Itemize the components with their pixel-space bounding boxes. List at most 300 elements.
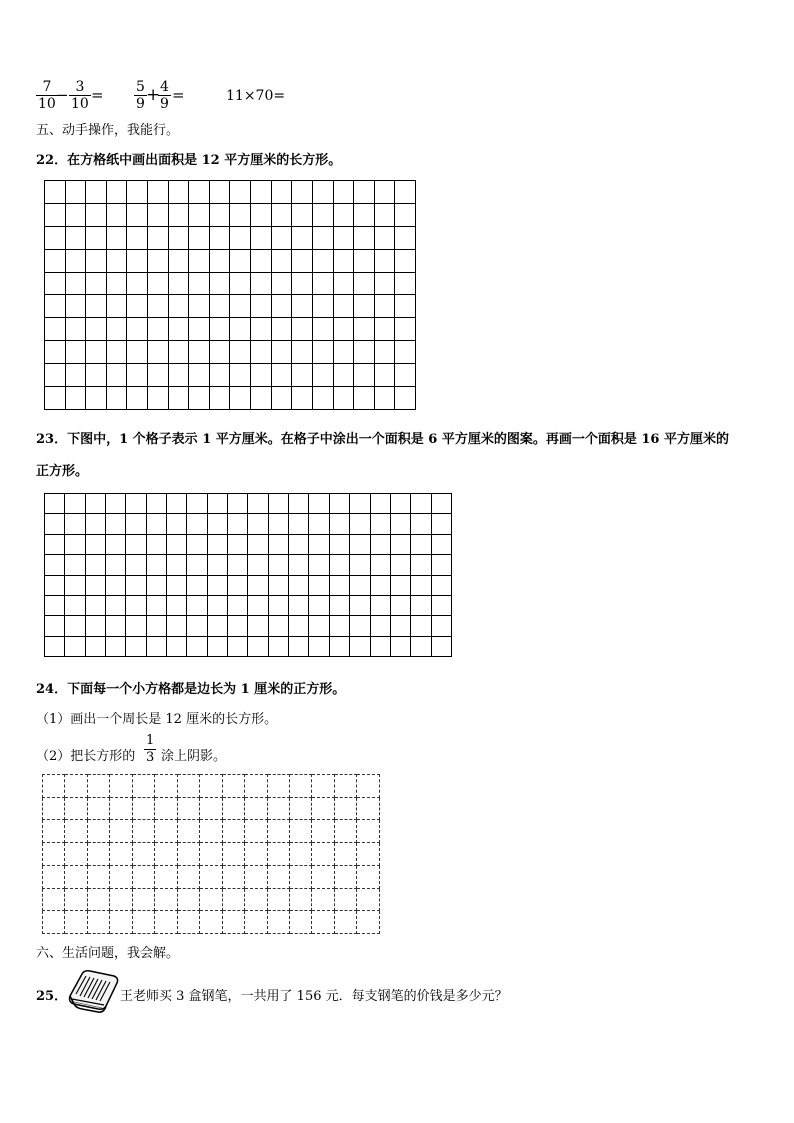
grid-cell[interactable] — [312, 387, 333, 410]
grid-cell[interactable] — [292, 249, 313, 272]
grid-cell[interactable] — [189, 387, 210, 410]
grid-cell[interactable] — [248, 555, 268, 575]
grid-cell[interactable] — [309, 555, 329, 575]
grid-cell[interactable] — [86, 295, 107, 318]
grid-cell[interactable] — [374, 387, 395, 410]
grid-cell[interactable] — [271, 387, 292, 410]
grid-cell[interactable] — [312, 775, 334, 798]
grid-cell[interactable] — [106, 387, 127, 410]
grid-cell[interactable] — [333, 181, 354, 204]
grid-cell[interactable] — [312, 249, 333, 272]
grid-cell[interactable] — [251, 387, 272, 410]
grid-cell[interactable] — [187, 595, 207, 615]
grid-cell[interactable] — [228, 595, 248, 615]
grid-cell[interactable] — [110, 911, 132, 934]
grid-cell[interactable] — [200, 775, 222, 798]
grid-cell[interactable] — [132, 843, 154, 866]
grid-cell[interactable] — [431, 616, 451, 636]
grid-cell[interactable] — [146, 534, 166, 554]
grid-cell[interactable] — [312, 364, 333, 387]
grid-cell[interactable] — [230, 318, 251, 341]
grid-cell[interactable] — [374, 318, 395, 341]
grid-cell[interactable] — [267, 820, 289, 843]
grid-cell[interactable] — [350, 494, 370, 514]
grid-cell[interactable] — [289, 775, 311, 798]
grid-cell[interactable] — [110, 888, 132, 911]
grid-cell[interactable] — [86, 272, 107, 295]
grid-cell[interactable] — [374, 203, 395, 226]
grid-cell[interactable] — [334, 797, 356, 820]
grid-cell[interactable] — [350, 636, 370, 656]
grid-cell[interactable] — [222, 797, 244, 820]
grid-cell[interactable] — [177, 775, 199, 798]
grid-cell[interactable] — [251, 364, 272, 387]
grid-cell[interactable] — [126, 514, 146, 534]
grid-cell[interactable] — [411, 494, 431, 514]
grid-cell[interactable] — [354, 341, 375, 364]
grid-cell[interactable] — [354, 249, 375, 272]
grid-cell[interactable] — [45, 203, 66, 226]
grid-cell[interactable] — [370, 514, 390, 534]
grid-cell[interactable] — [222, 843, 244, 866]
grid-cell[interactable] — [312, 318, 333, 341]
grid-cell[interactable] — [431, 575, 451, 595]
grid-cell[interactable] — [85, 616, 105, 636]
grid-cell[interactable] — [395, 226, 416, 249]
grid-cell[interactable] — [45, 249, 66, 272]
grid-cell[interactable] — [200, 820, 222, 843]
grid-cell[interactable] — [132, 820, 154, 843]
grid-cell[interactable] — [132, 797, 154, 820]
grid-cell[interactable] — [177, 911, 199, 934]
grid-cell[interactable] — [45, 226, 66, 249]
grid-cell[interactable] — [267, 888, 289, 911]
grid-cell[interactable] — [230, 272, 251, 295]
grid-cell[interactable] — [209, 249, 230, 272]
grid-cell[interactable] — [370, 494, 390, 514]
grid-cell[interactable] — [87, 775, 109, 798]
grid-cell[interactable] — [222, 820, 244, 843]
grid-cell[interactable] — [292, 295, 313, 318]
grid-cell[interactable] — [110, 820, 132, 843]
grid-cell[interactable] — [106, 555, 126, 575]
grid-cell[interactable] — [146, 595, 166, 615]
grid-cell[interactable] — [86, 226, 107, 249]
grid-cell[interactable] — [43, 865, 65, 888]
grid-cell[interactable] — [146, 555, 166, 575]
grid-cell[interactable] — [312, 295, 333, 318]
grid-cell[interactable] — [271, 318, 292, 341]
grid-cell[interactable] — [189, 318, 210, 341]
grid-cell[interactable] — [230, 181, 251, 204]
grid-cell[interactable] — [370, 636, 390, 656]
grid-cell[interactable] — [309, 575, 329, 595]
grid-cell[interactable] — [177, 797, 199, 820]
grid-cell[interactable] — [357, 865, 380, 888]
grid-cell[interactable] — [370, 616, 390, 636]
grid-cell[interactable] — [207, 636, 227, 656]
grid-cell[interactable] — [155, 820, 177, 843]
grid-cell[interactable] — [167, 636, 187, 656]
grid-cell[interactable] — [43, 843, 65, 866]
grid-cell[interactable] — [354, 387, 375, 410]
grid-cell[interactable] — [289, 534, 309, 554]
grid-cell[interactable] — [411, 514, 431, 534]
grid-cell[interactable] — [354, 181, 375, 204]
grid-cell[interactable] — [65, 387, 86, 410]
grid-cell[interactable] — [268, 494, 288, 514]
grid-cell[interactable] — [222, 888, 244, 911]
grid-cell[interactable] — [189, 203, 210, 226]
grid-cell[interactable] — [65, 494, 85, 514]
grid-cell[interactable] — [168, 249, 189, 272]
grid-cell[interactable] — [127, 295, 148, 318]
grid-cell[interactable] — [354, 226, 375, 249]
grid-cell[interactable] — [189, 249, 210, 272]
grid-cell[interactable] — [271, 181, 292, 204]
grid-cell[interactable] — [127, 249, 148, 272]
grid-cell[interactable] — [207, 514, 227, 534]
grid-cell[interactable] — [374, 272, 395, 295]
grid-cell[interactable] — [390, 575, 410, 595]
grid-cell[interactable] — [168, 364, 189, 387]
grid-cell[interactable] — [228, 575, 248, 595]
grid-cell[interactable] — [312, 226, 333, 249]
grid-cell[interactable] — [245, 843, 267, 866]
grid-cell[interactable] — [106, 494, 126, 514]
grid-cell[interactable] — [245, 820, 267, 843]
grid-cell[interactable] — [209, 203, 230, 226]
grid-cell[interactable] — [354, 318, 375, 341]
grid-cell[interactable] — [65, 555, 85, 575]
grid-cell[interactable] — [329, 494, 349, 514]
grid-cell[interactable] — [431, 595, 451, 615]
grid-cell[interactable] — [209, 181, 230, 204]
grid-cell[interactable] — [354, 364, 375, 387]
grid-cell[interactable] — [268, 534, 288, 554]
grid-cell[interactable] — [268, 514, 288, 534]
grid-cell[interactable] — [132, 775, 154, 798]
grid-cell[interactable] — [251, 226, 272, 249]
grid-cell[interactable] — [374, 364, 395, 387]
grid-cell[interactable] — [333, 387, 354, 410]
grid-cell[interactable] — [209, 364, 230, 387]
grid-cell[interactable] — [148, 272, 169, 295]
grid-cell[interactable] — [268, 595, 288, 615]
grid-cell[interactable] — [329, 555, 349, 575]
grid-question-24[interactable] — [42, 774, 380, 934]
grid-cell[interactable] — [268, 616, 288, 636]
grid-cell[interactable] — [168, 272, 189, 295]
grid-cell[interactable] — [411, 534, 431, 554]
grid-cell[interactable] — [65, 775, 87, 798]
grid-cell[interactable] — [411, 616, 431, 636]
grid-cell[interactable] — [292, 364, 313, 387]
grid-cell[interactable] — [312, 797, 334, 820]
grid-cell[interactable] — [292, 226, 313, 249]
grid-cell[interactable] — [65, 843, 87, 866]
grid-cell[interactable] — [411, 575, 431, 595]
grid-cell[interactable] — [431, 494, 451, 514]
grid-cell[interactable] — [106, 616, 126, 636]
grid-cell[interactable] — [312, 888, 334, 911]
grid-cell[interactable] — [187, 514, 207, 534]
grid-cell[interactable] — [45, 387, 66, 410]
grid-cell[interactable] — [45, 364, 66, 387]
grid-cell[interactable] — [155, 775, 177, 798]
grid-cell[interactable] — [200, 843, 222, 866]
grid-cell[interactable] — [292, 272, 313, 295]
grid-cell[interactable] — [87, 865, 109, 888]
grid-cell[interactable] — [350, 514, 370, 534]
grid-cell[interactable] — [43, 888, 65, 911]
grid-cell[interactable] — [268, 636, 288, 656]
grid-cell[interactable] — [271, 295, 292, 318]
grid-cell[interactable] — [251, 203, 272, 226]
grid-cell[interactable] — [207, 575, 227, 595]
grid-cell[interactable] — [106, 341, 127, 364]
grid-cell[interactable] — [390, 514, 410, 534]
grid-cell[interactable] — [248, 575, 268, 595]
grid-cell[interactable] — [65, 820, 87, 843]
grid-cell[interactable] — [289, 595, 309, 615]
grid-question-23[interactable] — [44, 493, 452, 657]
grid-cell[interactable] — [85, 514, 105, 534]
grid-cell[interactable] — [177, 865, 199, 888]
grid-cell[interactable] — [248, 534, 268, 554]
grid-cell[interactable] — [271, 364, 292, 387]
grid-cell[interactable] — [209, 387, 230, 410]
grid-cell[interactable] — [148, 295, 169, 318]
grid-cell[interactable] — [333, 226, 354, 249]
grid-cell[interactable] — [312, 203, 333, 226]
grid-cell[interactable] — [65, 514, 85, 534]
grid-cell[interactable] — [370, 555, 390, 575]
grid-cell[interactable] — [245, 888, 267, 911]
grid-cell[interactable] — [390, 534, 410, 554]
grid-cell[interactable] — [251, 318, 272, 341]
grid-cell[interactable] — [187, 636, 207, 656]
grid-cell[interactable] — [65, 272, 86, 295]
grid-cell[interactable] — [146, 575, 166, 595]
grid-cell[interactable] — [85, 534, 105, 554]
grid-cell[interactable] — [86, 181, 107, 204]
grid-cell[interactable] — [155, 865, 177, 888]
grid-cell[interactable] — [85, 575, 105, 595]
grid-cell[interactable] — [189, 272, 210, 295]
grid-cell[interactable] — [292, 181, 313, 204]
grid-cell[interactable] — [248, 636, 268, 656]
grid-cell[interactable] — [309, 514, 329, 534]
grid-cell[interactable] — [110, 775, 132, 798]
grid-cell[interactable] — [395, 387, 416, 410]
grid-cell[interactable] — [411, 555, 431, 575]
grid-cell[interactable] — [230, 226, 251, 249]
grid-cell[interactable] — [312, 341, 333, 364]
grid-cell[interactable] — [106, 514, 126, 534]
grid-cell[interactable] — [132, 865, 154, 888]
grid-cell[interactable] — [200, 911, 222, 934]
grid-cell[interactable] — [245, 865, 267, 888]
grid-cell[interactable] — [329, 514, 349, 534]
grid-cell[interactable] — [87, 888, 109, 911]
grid-cell[interactable] — [354, 272, 375, 295]
grid-cell[interactable] — [395, 341, 416, 364]
grid-cell[interactable] — [45, 494, 65, 514]
grid-cell[interactable] — [334, 775, 356, 798]
grid-cell[interactable] — [228, 494, 248, 514]
grid-cell[interactable] — [267, 911, 289, 934]
grid-cell[interactable] — [292, 387, 313, 410]
grid-cell[interactable] — [126, 494, 146, 514]
grid-cell[interactable] — [200, 797, 222, 820]
grid-cell[interactable] — [106, 203, 127, 226]
grid-cell[interactable] — [390, 595, 410, 615]
grid-cell[interactable] — [85, 494, 105, 514]
grid-cell[interactable] — [309, 534, 329, 554]
grid-cell[interactable] — [271, 341, 292, 364]
grid-cell[interactable] — [357, 775, 380, 798]
grid-cell[interactable] — [207, 616, 227, 636]
grid-cell[interactable] — [207, 555, 227, 575]
grid-cell[interactable] — [189, 364, 210, 387]
grid-cell[interactable] — [65, 865, 87, 888]
grid-cell[interactable] — [43, 797, 65, 820]
grid-cell[interactable] — [106, 181, 127, 204]
grid-cell[interactable] — [177, 843, 199, 866]
grid-cell[interactable] — [289, 843, 311, 866]
grid-cell[interactable] — [126, 555, 146, 575]
grid-cell[interactable] — [248, 616, 268, 636]
grid-cell[interactable] — [65, 534, 85, 554]
grid-cell[interactable] — [148, 387, 169, 410]
grid-cell[interactable] — [126, 575, 146, 595]
grid-cell[interactable] — [65, 797, 87, 820]
grid-cell[interactable] — [390, 555, 410, 575]
grid-cell[interactable] — [370, 595, 390, 615]
grid-cell[interactable] — [86, 387, 107, 410]
grid-cell[interactable] — [334, 911, 356, 934]
grid-cell[interactable] — [350, 595, 370, 615]
grid-cell[interactable] — [167, 595, 187, 615]
grid-cell[interactable] — [289, 820, 311, 843]
grid-cell[interactable] — [132, 911, 154, 934]
grid-cell[interactable] — [132, 888, 154, 911]
grid-cell[interactable] — [45, 295, 66, 318]
grid-cell[interactable] — [374, 295, 395, 318]
grid-cell[interactable] — [65, 595, 85, 615]
grid-cell[interactable] — [431, 636, 451, 656]
grid-cell[interactable] — [292, 341, 313, 364]
grid-cell[interactable] — [187, 616, 207, 636]
grid-cell[interactable] — [65, 249, 86, 272]
grid-cell[interactable] — [189, 226, 210, 249]
grid-cell[interactable] — [374, 226, 395, 249]
grid-cell[interactable] — [65, 318, 86, 341]
grid-cell[interactable] — [350, 575, 370, 595]
grid-cell[interactable] — [222, 911, 244, 934]
grid-cell[interactable] — [86, 318, 107, 341]
grid-cell[interactable] — [45, 341, 66, 364]
grid-cell[interactable] — [334, 843, 356, 866]
grid-cell[interactable] — [177, 888, 199, 911]
grid-cell[interactable] — [110, 865, 132, 888]
grid-cell[interactable] — [289, 494, 309, 514]
grid-cell[interactable] — [45, 595, 65, 615]
grid-cell[interactable] — [267, 797, 289, 820]
grid-cell[interactable] — [126, 595, 146, 615]
grid-cell[interactable] — [86, 203, 107, 226]
grid-cell[interactable] — [289, 555, 309, 575]
grid-cell[interactable] — [230, 203, 251, 226]
grid-cell[interactable] — [350, 616, 370, 636]
grid-cell[interactable] — [271, 226, 292, 249]
grid-cell[interactable] — [167, 534, 187, 554]
grid-cell[interactable] — [333, 364, 354, 387]
grid-cell[interactable] — [110, 843, 132, 866]
grid-cell[interactable] — [395, 272, 416, 295]
grid-cell[interactable] — [168, 203, 189, 226]
grid-cell[interactable] — [329, 534, 349, 554]
grid-cell[interactable] — [189, 341, 210, 364]
grid-cell[interactable] — [395, 295, 416, 318]
grid-cell[interactable] — [309, 616, 329, 636]
grid-cell[interactable] — [431, 514, 451, 534]
grid-cell[interactable] — [146, 494, 166, 514]
grid-cell[interactable] — [106, 595, 126, 615]
grid-cell[interactable] — [228, 514, 248, 534]
grid-cell[interactable] — [289, 888, 311, 911]
grid-cell[interactable] — [357, 797, 380, 820]
grid-cell[interactable] — [65, 341, 86, 364]
grid-cell[interactable] — [334, 820, 356, 843]
grid-cell[interactable] — [126, 534, 146, 554]
grid-cell[interactable] — [209, 226, 230, 249]
grid-cell[interactable] — [251, 272, 272, 295]
grid-cell[interactable] — [251, 249, 272, 272]
grid-cell[interactable] — [85, 636, 105, 656]
grid-cell[interactable] — [148, 318, 169, 341]
grid-cell[interactable] — [374, 249, 395, 272]
grid-cell[interactable] — [155, 888, 177, 911]
grid-cell[interactable] — [395, 181, 416, 204]
grid-cell[interactable] — [106, 249, 127, 272]
grid-cell[interactable] — [45, 181, 66, 204]
grid-cell[interactable] — [207, 595, 227, 615]
grid-cell[interactable] — [289, 636, 309, 656]
grid-cell[interactable] — [110, 797, 132, 820]
grid-cell[interactable] — [87, 843, 109, 866]
grid-cell[interactable] — [333, 203, 354, 226]
grid-cell[interactable] — [148, 341, 169, 364]
grid-cell[interactable] — [228, 534, 248, 554]
grid-cell[interactable] — [200, 888, 222, 911]
grid-cell[interactable] — [155, 843, 177, 866]
grid-cell[interactable] — [86, 341, 107, 364]
grid-cell[interactable] — [357, 888, 380, 911]
grid-cell[interactable] — [187, 534, 207, 554]
grid-question-22[interactable] — [44, 180, 416, 410]
grid-cell[interactable] — [334, 865, 356, 888]
grid-cell[interactable] — [45, 514, 65, 534]
grid-cell[interactable] — [126, 616, 146, 636]
grid-cell[interactable] — [146, 616, 166, 636]
grid-cell[interactable] — [374, 181, 395, 204]
grid-cell[interactable] — [155, 797, 177, 820]
grid-cell[interactable] — [230, 249, 251, 272]
grid-cell[interactable] — [200, 865, 222, 888]
grid-cell[interactable] — [45, 318, 66, 341]
